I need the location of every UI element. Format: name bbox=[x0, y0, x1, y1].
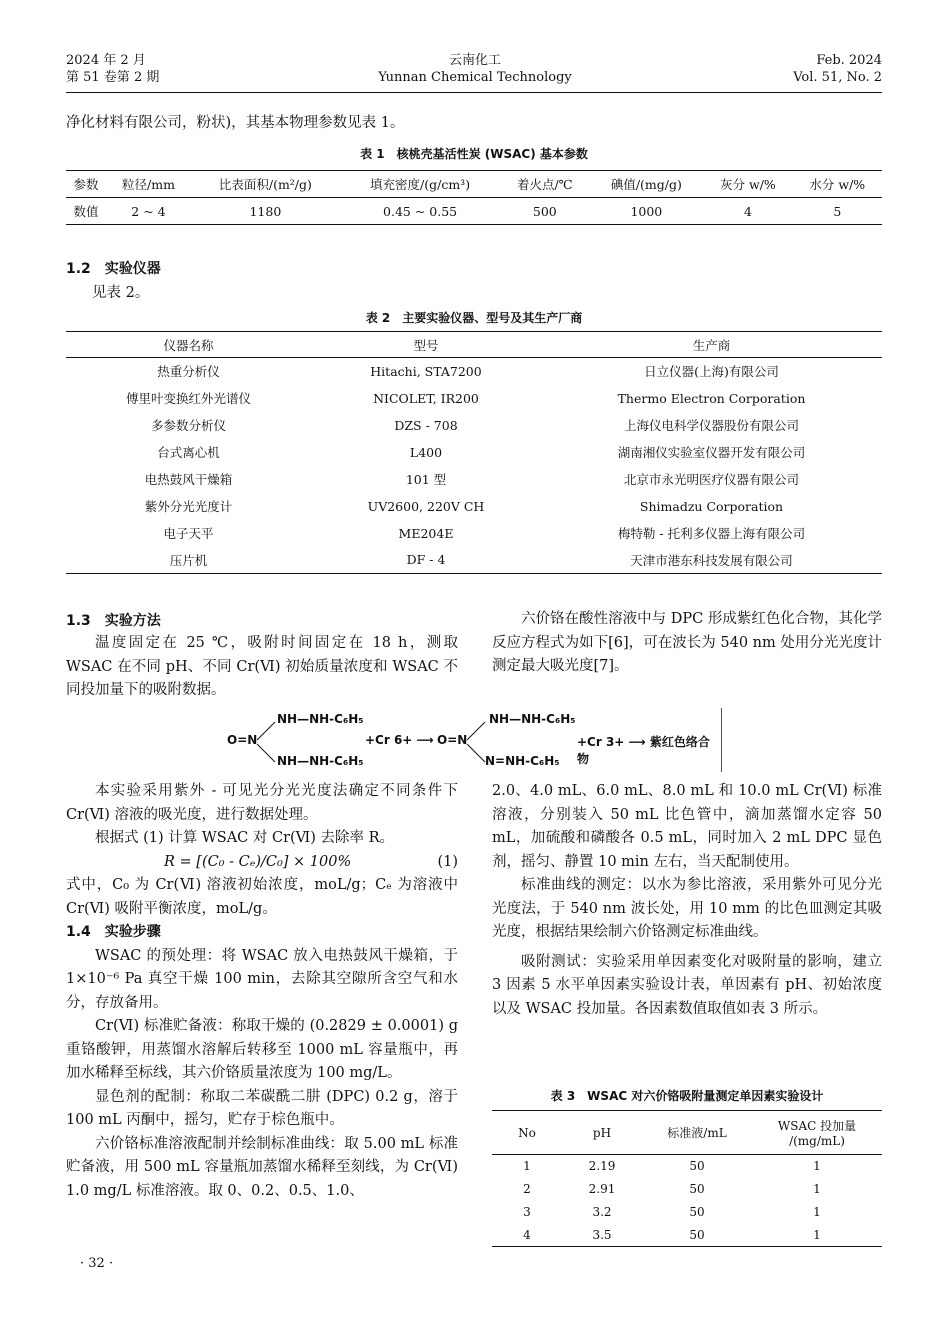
table3-cell: 2 bbox=[523, 1182, 531, 1196]
table1-cell: 4 bbox=[743, 203, 752, 219]
table3-cell: 1 bbox=[813, 1159, 821, 1174]
table2-cell: 多参数分析仪 bbox=[150, 418, 226, 433]
table2-cell: L400 bbox=[409, 444, 443, 460]
table3-header: WSAC 投加量 /(mg/mL) bbox=[752, 1111, 882, 1155]
table2-cell: DZS - 708 bbox=[394, 417, 458, 433]
right-column bbox=[492, 780, 882, 1021]
table-row bbox=[492, 1155, 882, 1178]
equation-1 bbox=[66, 851, 458, 875]
table1-cell: 2 ~ 4 bbox=[131, 203, 166, 219]
table3-cell: 1 bbox=[813, 1227, 821, 1242]
table3-cell: 1 bbox=[813, 1205, 821, 1219]
table-row bbox=[492, 1178, 882, 1201]
left-p6: Cr(Ⅵ) 标准贮备液：称取干燥的 (0.2829 ± 0.0001) g 重铬酸钾，用蒸馏水溶解后转移至 1000 mL 容量瓶中，再加水稀释至标线，其六价铬质量浓度为 100 mg/L。 bbox=[66, 1018, 458, 1081]
table1-cell: 500 bbox=[532, 203, 557, 219]
left-p8: 六价铬标准溶液配制并绘制标准曲线：取 5.00 mL 标准贮备液，用 500 mL 容量瓶加蒸馏水稀释至刻线，为 Cr(Ⅵ) 1.0 mg/L 标准溶液。取 0、0.2、0.5、1.0、 bbox=[66, 1135, 458, 1199]
table3-cell: 50 bbox=[689, 1182, 705, 1196]
table-row bbox=[492, 1201, 882, 1224]
table1-header: 填充密度/(g/cm³) bbox=[340, 171, 500, 198]
table-row bbox=[66, 466, 882, 493]
table3-cell: 3 bbox=[523, 1205, 531, 1219]
table3-cell: 50 bbox=[689, 1159, 705, 1174]
journal-title-cn: 云南化工 bbox=[448, 53, 501, 68]
header-date: 2024 年 2 月 bbox=[66, 53, 146, 68]
table2-cell: 湖南湘仪实验室仪器开发有限公司 bbox=[617, 445, 806, 460]
header-left bbox=[66, 52, 159, 86]
table1-cell: 数值 bbox=[73, 204, 99, 219]
right-col-p1: 六价铬在酸性溶液中与 DPC 形成紫红色化合物，其化学反应方程式为如下[6]，可在波长为 540 nm 处用分光光度计测定最大吸光度[7]。 bbox=[492, 611, 882, 674]
table1-caption: 表 1 核桃壳基活性炭 (WSAC) 基本参数 bbox=[360, 147, 588, 161]
table2-cell: 电子天平 bbox=[163, 526, 214, 541]
table2-cell: ME204E bbox=[398, 525, 454, 541]
table1-header: 比表面积/(m²/g) bbox=[191, 171, 340, 198]
section-1-4-title: 1.4 实验步骤 bbox=[66, 924, 161, 940]
table3-cell: 2.19 bbox=[588, 1159, 616, 1174]
table-row bbox=[66, 520, 882, 547]
table-row bbox=[66, 358, 882, 385]
table-row bbox=[66, 547, 882, 574]
table1-header: 参数 bbox=[66, 171, 106, 198]
reactant-nh-bottom: NH—NH-C₆H₅ bbox=[277, 754, 364, 768]
right-p4: 吸附测试：实验采用单因素变化对吸附量的影响，建立 3 因素 5 水平单因素实验设计表，单因素有 pH、初始浓度以及 WSAC 投加量。各因素数值取值如表 3 所示。 bbox=[492, 953, 882, 1017]
table3-header: No bbox=[492, 1111, 562, 1155]
table2-cell: 梅特勒 - 托利多仪器上海有限公司 bbox=[617, 526, 806, 541]
right-p3: 标准曲线的测定：以水为参比溶液，采用紫外可见分光光度法，于 540 nm 波长处，用 10 mm 的比色皿测定其吸光度，根据结果绘制六价铬测定标准曲线。 bbox=[492, 877, 882, 940]
table1-cell: 1000 bbox=[630, 203, 663, 219]
cr6-arrow: +Cr 6+ ⟶ bbox=[365, 733, 434, 747]
table2-cell: 紫外分光光度计 bbox=[144, 499, 233, 514]
table-row bbox=[492, 1224, 882, 1247]
table3-cell: 2.91 bbox=[588, 1182, 616, 1196]
table-row bbox=[66, 493, 882, 520]
section-1-2-text: 见表 2。 bbox=[92, 285, 150, 301]
table2-cell: 北京市永光明医疗仪器有限公司 bbox=[623, 472, 799, 487]
product-nnh-bottom: N=NH-C₆H₅ bbox=[485, 754, 560, 768]
left-p5: WSAC 的预处理：将 WSAC 放入电热鼓风干燥箱，于 1×10⁻⁶ Pa 真空干燥 100 min，去除其空隙所含空气和水分，存放备用。 bbox=[66, 947, 458, 1011]
header-right bbox=[793, 52, 882, 86]
table3-caption: 表 3 WSAC 对六价铬吸附量测定单因素实验设计 bbox=[550, 1089, 824, 1103]
header-volume: 第 51 卷第 2 期 bbox=[66, 70, 160, 85]
table3 bbox=[492, 1110, 882, 1247]
left-p7: 显色剂的配制：称取二苯碳酰二肼 (DPC) 0.2 g，溶于 100 mL 丙酮中，摇匀，贮存于棕色瓶中。 bbox=[66, 1088, 458, 1128]
journal-title-en: Yunnan Chemical Technology bbox=[378, 70, 572, 85]
table2-cell: UV2600, 220V CH bbox=[367, 498, 485, 514]
left-p4: 式中，C₀ 为 Cr(Ⅵ) 溶液初始浓度，moL/g；Cₑ 为溶液中 Cr(Ⅵ) 吸附平衡浓度，moL/g。 bbox=[66, 877, 458, 917]
table2-cell: 日立仪器(上海)有限公司 bbox=[644, 364, 779, 380]
header-date-en: Feb. 2024 bbox=[816, 53, 882, 68]
table1-cell: 0.45 ~ 0.55 bbox=[383, 203, 458, 219]
header-volume-en: Vol. 51, No. 2 bbox=[793, 70, 882, 85]
table2 bbox=[66, 331, 882, 574]
table2-cell: 电热鼓风干燥箱 bbox=[144, 472, 233, 487]
cr3-arrow-product: +Cr 3+ ⟶ 紫红色络合物 bbox=[577, 735, 710, 766]
table2-header: 仪器名称 bbox=[66, 332, 311, 358]
table1-header: 着火点/℃ bbox=[500, 171, 589, 198]
left-p2: 本实验采用紫外 - 可见光分光光度法确定不同条件下 Cr(Ⅵ) 溶液的吸光度，进行数据处理。 bbox=[66, 783, 458, 823]
page-number: · 32 · bbox=[80, 1256, 114, 1271]
table2-cell: Shimadzu Corporation bbox=[639, 498, 784, 514]
section-1-2-title: 1.2 实验仪器 bbox=[66, 261, 161, 277]
table3-cell: 50 bbox=[689, 1227, 705, 1242]
left-p3: 根据式 (1) 计算 WSAC 对 Cr(Ⅵ) 去除率 R。 bbox=[95, 830, 395, 846]
reaction-equation bbox=[225, 708, 722, 772]
table3-cell: 3.2 bbox=[592, 1205, 612, 1219]
table-row bbox=[66, 439, 882, 466]
table2-cell: 101 型 bbox=[405, 472, 447, 487]
right-p2: 2.0、4.0 mL、6.0 mL、8.0 mL 和 10.0 mL Cr(Ⅵ) 标准溶液，分别装入 50 mL 比色管中，滴加蒸馏水定容 50 mL，加硫酸和磷酸各 0.5 mL，同时加入 2 mL DPC 显色剂，摇匀、静置 10 min 左右，当天配制使用。 bbox=[492, 783, 882, 870]
equation-number: (1) bbox=[437, 853, 458, 870]
table2-cell: Thermo Electron Corporation bbox=[617, 390, 806, 406]
header-center bbox=[375, 52, 575, 86]
table2-header: 型号 bbox=[311, 332, 541, 358]
table2-cell: 台式离心机 bbox=[157, 445, 220, 460]
equation-text: R = [(C₀ - Cₑ)/C₀] × 100% bbox=[164, 853, 352, 870]
table1-header: 碘值/(mg/g) bbox=[589, 171, 703, 198]
reactant-nh-top: NH—NH-C₆H₅ bbox=[277, 712, 364, 726]
table2-caption: 表 2 主要实验仪器、型号及其生产厂商 bbox=[365, 311, 583, 325]
table2-cell: 热重分析仪 bbox=[157, 364, 220, 380]
table3-cell: 3.5 bbox=[592, 1227, 612, 1242]
product-nh-top: NH—NH-C₆H₅ bbox=[489, 712, 576, 726]
table2-cell: DF - 4 bbox=[406, 552, 446, 568]
table3-cell: 1 bbox=[813, 1182, 821, 1196]
table2-cell: 上海仪电科学仪器股份有限公司 bbox=[623, 418, 799, 433]
table2-cell: 天津市港东科技发展有限公司 bbox=[630, 552, 793, 568]
intro-line: 净化材料有限公司，粉状)，其基本物理参数见表 1。 bbox=[66, 115, 405, 131]
table3-header: 标准液/mL bbox=[642, 1111, 752, 1155]
table1-cell: 1180 bbox=[249, 203, 282, 219]
header-rule bbox=[66, 92, 882, 93]
table2-cell: 傅里叶变换红外光谱仪 bbox=[125, 391, 251, 406]
table2-cell: NICOLET, IR200 bbox=[373, 390, 479, 406]
table1 bbox=[66, 170, 882, 225]
section-1-3-title: 1.3 实验方法 bbox=[66, 613, 161, 629]
table3-cell: 4 bbox=[523, 1227, 531, 1242]
table3-header: pH bbox=[562, 1111, 642, 1155]
reactant-bonds bbox=[255, 720, 279, 764]
table2-header: 生产商 bbox=[541, 332, 882, 358]
reactant-on: O=N bbox=[227, 733, 258, 747]
table1-cell: 5 bbox=[833, 203, 842, 219]
table-row bbox=[66, 385, 882, 412]
table1-header: 粒径/mm bbox=[106, 171, 191, 198]
table3-cell: 50 bbox=[689, 1205, 705, 1219]
table2-cell: Hitachi, STA7200 bbox=[370, 363, 482, 379]
table2-cell: 压片机 bbox=[169, 552, 208, 568]
product-on: O=N bbox=[437, 733, 468, 747]
product-bonds bbox=[465, 720, 489, 764]
section-1-3-p1: 温度固定在 25 ℃，吸附时间固定在 18 h，测取 WSAC 在不同 pH、不同 Cr(Ⅵ) 初始质量浓度和 WSAC 不同投加量下的吸附数据。 bbox=[66, 635, 458, 698]
table3-cell: 1 bbox=[523, 1159, 531, 1174]
left-column bbox=[66, 780, 458, 1203]
table1-header: 灰分 w/% bbox=[703, 171, 792, 198]
table1-header: 水分 w/% bbox=[793, 171, 882, 198]
table-row bbox=[66, 412, 882, 439]
